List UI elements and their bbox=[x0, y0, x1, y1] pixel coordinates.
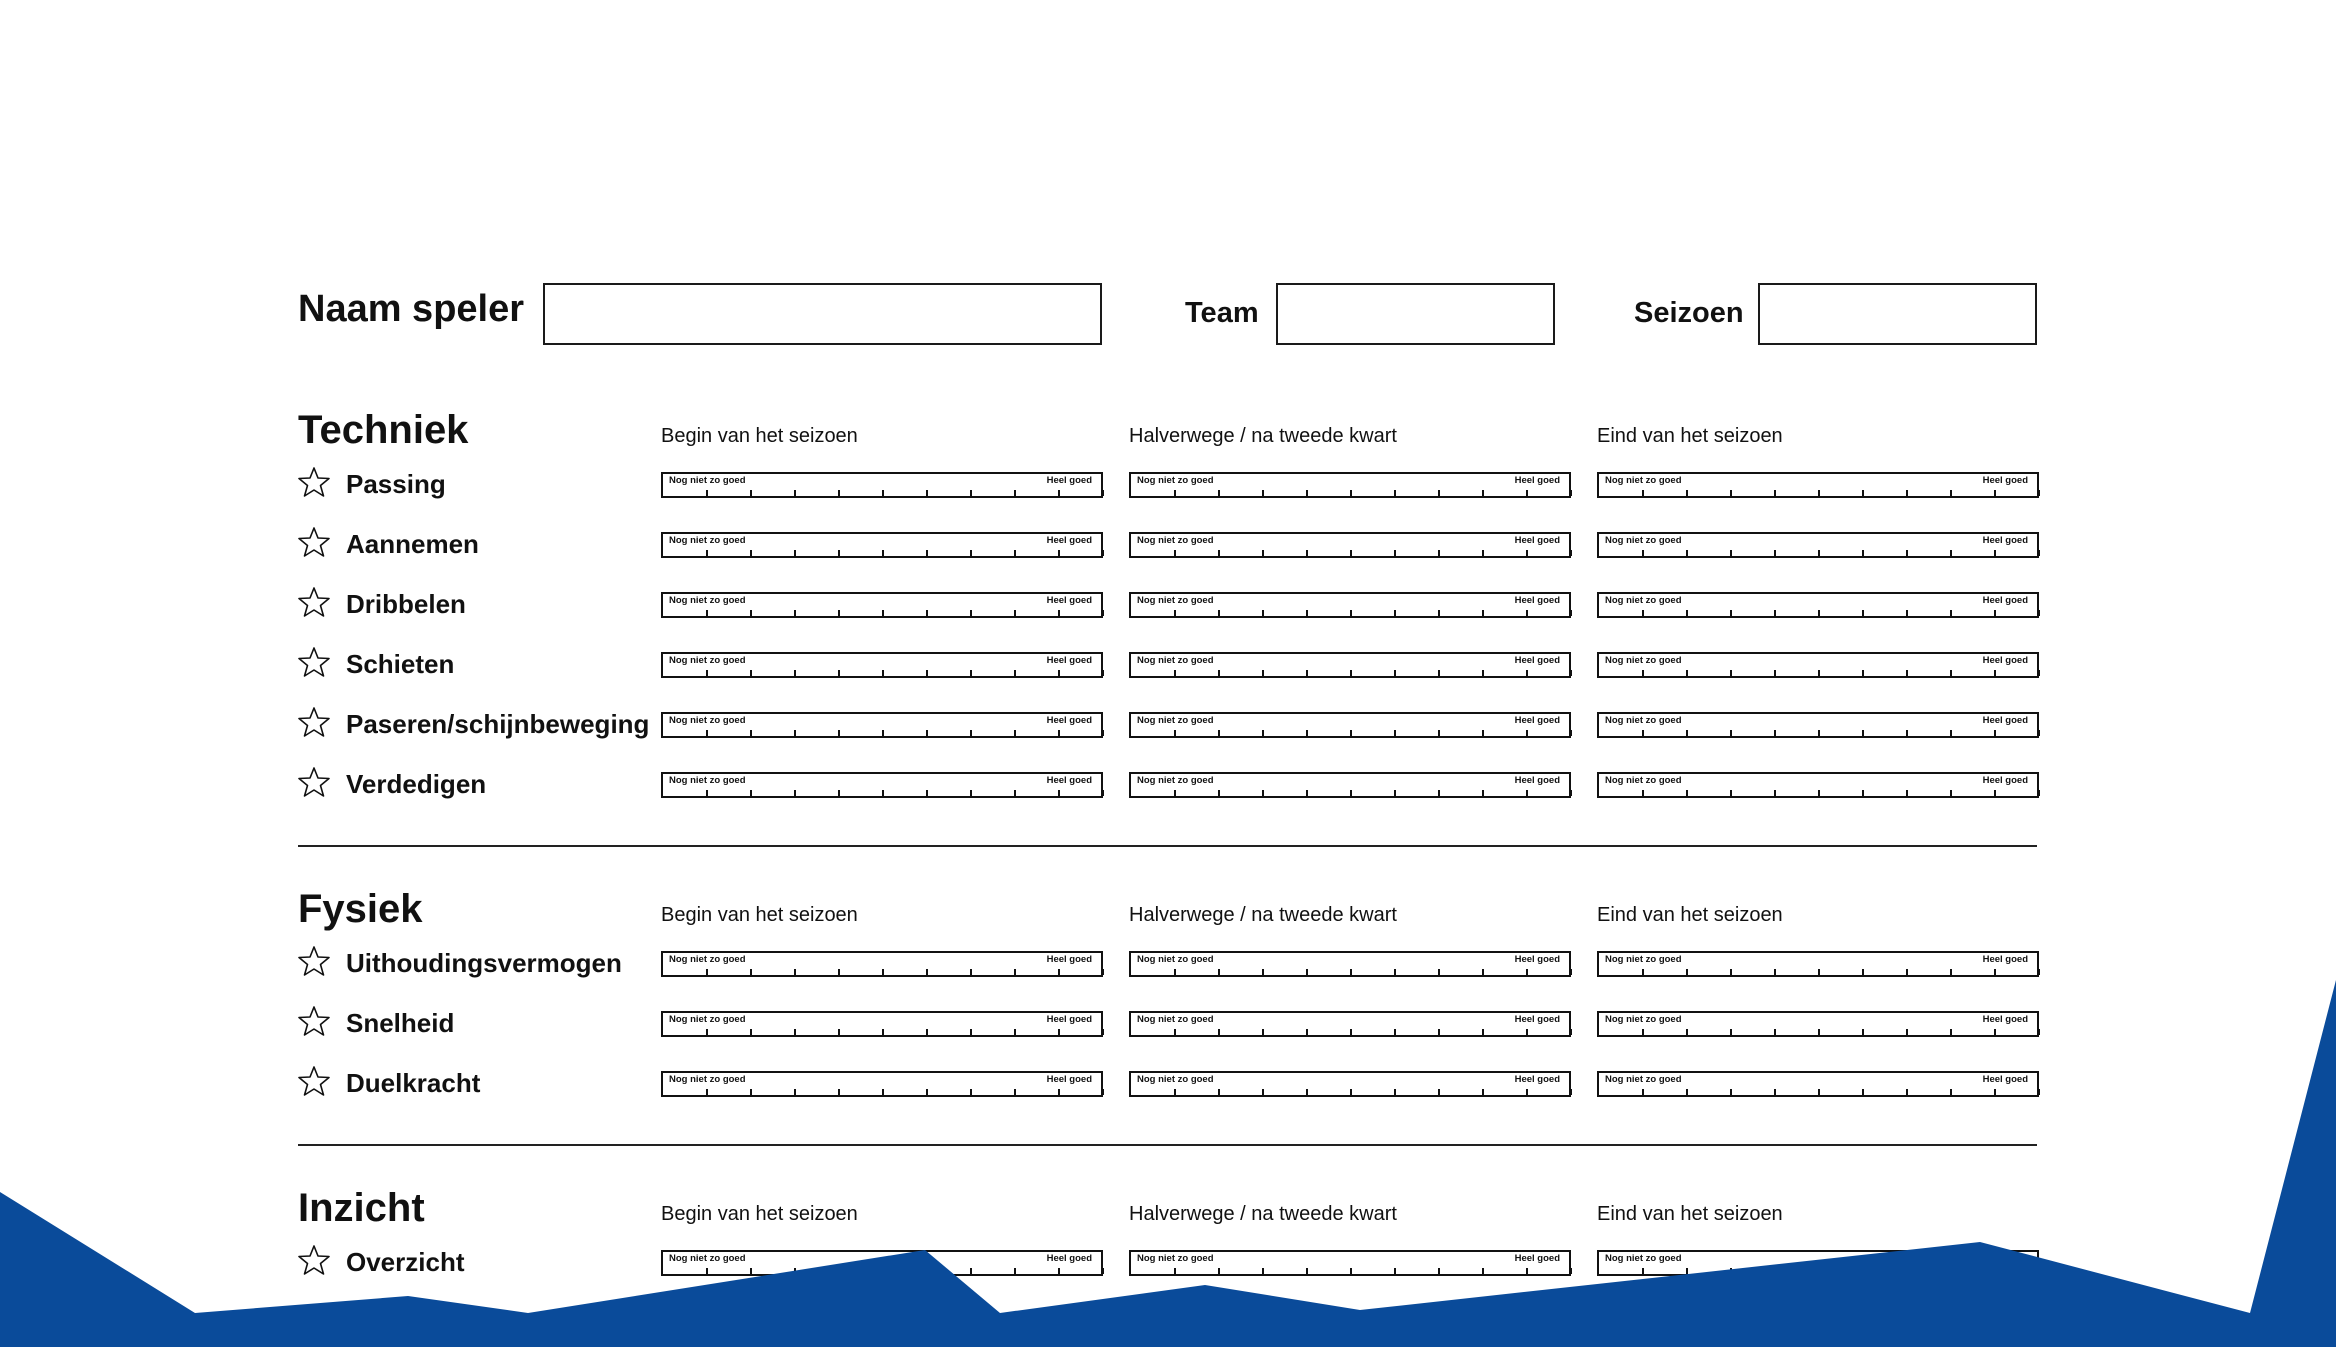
scale-high-label: Heel goed bbox=[1046, 775, 1092, 786]
period-heading: Halverwege / na tweede kwart bbox=[1129, 904, 1397, 926]
skill-label: Dribbelen bbox=[346, 589, 466, 619]
period-heading: Begin van het seizoen bbox=[661, 425, 858, 447]
scale-low-label: Nog niet zo goed bbox=[1605, 715, 1682, 726]
scale-low-label: Nog niet zo goed bbox=[669, 535, 746, 546]
scale-low-label: Nog niet zo goed bbox=[1137, 535, 1214, 546]
scale-low-label: Nog niet zo goed bbox=[1137, 595, 1214, 606]
period-heading: Halverwege / na tweede kwart bbox=[1129, 1203, 1397, 1225]
section-title: Techniek bbox=[298, 408, 469, 452]
scale-low-label: Nog niet zo goed bbox=[669, 1074, 746, 1085]
scale-high-label: Heel goed bbox=[1046, 954, 1092, 965]
scale-low-label: Nog niet zo goed bbox=[1137, 1253, 1214, 1264]
scale-low-label: Nog niet zo goed bbox=[1137, 775, 1214, 786]
scale-low-label: Nog niet zo goed bbox=[669, 1253, 746, 1264]
scale-high-label: Heel goed bbox=[1046, 535, 1092, 546]
scale-high-label: Heel goed bbox=[1514, 595, 1560, 606]
team-label: Team bbox=[1185, 297, 1259, 329]
scale-high-label: Heel goed bbox=[1046, 655, 1092, 666]
scale-low-label: Nog niet zo goed bbox=[1605, 1253, 1682, 1264]
scale-high-label: Heel goed bbox=[1514, 655, 1560, 666]
period-heading: Eind van het seizoen bbox=[1597, 425, 1783, 447]
scale-high-label: Heel goed bbox=[1982, 475, 2028, 486]
scale-high-label: Heel goed bbox=[1982, 954, 2028, 965]
player-name-label: Naam speler bbox=[298, 288, 525, 330]
scale-low-label: Nog niet zo goed bbox=[1605, 775, 1682, 786]
skill-label: Paseren/schijnbeweging bbox=[346, 709, 650, 739]
skill-label: Schieten bbox=[346, 649, 455, 679]
scale-high-label: Heel goed bbox=[1046, 1014, 1092, 1025]
scale-high-label: Heel goed bbox=[1514, 475, 1560, 486]
scale-high-label: Heel goed bbox=[1046, 1253, 1092, 1264]
scale-low-label: Nog niet zo goed bbox=[669, 595, 746, 606]
scale-low-label: Nog niet zo goed bbox=[1605, 595, 1682, 606]
scale-high-label: Heel goed bbox=[1514, 715, 1560, 726]
scale-low-label: Nog niet zo goed bbox=[1605, 535, 1682, 546]
scale-low-label: Nog niet zo goed bbox=[1605, 655, 1682, 666]
skill-label: Passing bbox=[346, 469, 446, 499]
skill-label: Aannemen bbox=[346, 529, 479, 559]
scale-low-label: Nog niet zo goed bbox=[1137, 655, 1214, 666]
skill-label: Verdedigen bbox=[346, 769, 487, 799]
scale-low-label: Nog niet zo goed bbox=[669, 954, 746, 965]
scale-low-label: Nog niet zo goed bbox=[669, 1014, 746, 1025]
period-heading: Halverwege / na tweede kwart bbox=[1129, 425, 1397, 447]
scale-low-label: Nog niet zo goed bbox=[1137, 1074, 1214, 1085]
scale-low-label: Nog niet zo goed bbox=[1605, 954, 1682, 965]
scale-high-label: Heel goed bbox=[1514, 1014, 1560, 1025]
scale-low-label: Nog niet zo goed bbox=[1605, 1074, 1682, 1085]
scale-high-label: Heel goed bbox=[1514, 775, 1560, 786]
scale-high-label: Heel goed bbox=[1514, 1253, 1560, 1264]
scale-low-label: Nog niet zo goed bbox=[669, 775, 746, 786]
scale-low-label: Nog niet zo goed bbox=[1137, 954, 1214, 965]
scale-low-label: Nog niet zo goed bbox=[1137, 715, 1214, 726]
scale-high-label: Heel goed bbox=[1046, 595, 1092, 606]
scale-high-label: Heel goed bbox=[1982, 775, 2028, 786]
skill-label: Uithoudingsvermogen bbox=[346, 948, 622, 978]
skill-label: Overzicht bbox=[346, 1247, 465, 1277]
skill-label: Snelheid bbox=[346, 1008, 455, 1038]
scale-low-label: Nog niet zo goed bbox=[1137, 1014, 1214, 1025]
scale-low-label: Nog niet zo goed bbox=[669, 715, 746, 726]
period-heading: Begin van het seizoen bbox=[661, 1203, 858, 1225]
section-title: Inzicht bbox=[298, 1186, 425, 1230]
scale-high-label: Heel goed bbox=[1514, 954, 1560, 965]
scale-high-label: Heel goed bbox=[1982, 595, 2028, 606]
scale-high-label: Heel goed bbox=[1514, 1074, 1560, 1085]
scale-low-label: Nog niet zo goed bbox=[669, 475, 746, 486]
scale-low-label: Nog niet zo goed bbox=[1605, 1014, 1682, 1025]
scale-high-label: Heel goed bbox=[1982, 655, 2028, 666]
scale-low-label: Nog niet zo goed bbox=[1137, 475, 1214, 486]
skill-label: Duelkracht bbox=[346, 1068, 481, 1098]
section-title: Fysiek bbox=[298, 887, 423, 931]
scale-high-label: Heel goed bbox=[1046, 475, 1092, 486]
scale-high-label: Heel goed bbox=[1982, 535, 2028, 546]
period-heading: Eind van het seizoen bbox=[1597, 904, 1783, 926]
scale-low-label: Nog niet zo goed bbox=[669, 655, 746, 666]
season-label: Seizoen bbox=[1634, 297, 1744, 329]
scale-high-label: Heel goed bbox=[1982, 1074, 2028, 1085]
scale-high-label: Heel goed bbox=[1046, 1074, 1092, 1085]
mountain-shape bbox=[0, 980, 2336, 1347]
scale-high-label: Heel goed bbox=[1046, 715, 1092, 726]
period-heading: Begin van het seizoen bbox=[661, 904, 858, 926]
scale-low-label: Nog niet zo goed bbox=[1605, 475, 1682, 486]
scale-high-label: Heel goed bbox=[1514, 535, 1560, 546]
period-heading: Eind van het seizoen bbox=[1597, 1203, 1783, 1225]
scale-high-label: Heel goed bbox=[1982, 715, 2028, 726]
scale-high-label: Heel goed bbox=[1982, 1014, 2028, 1025]
